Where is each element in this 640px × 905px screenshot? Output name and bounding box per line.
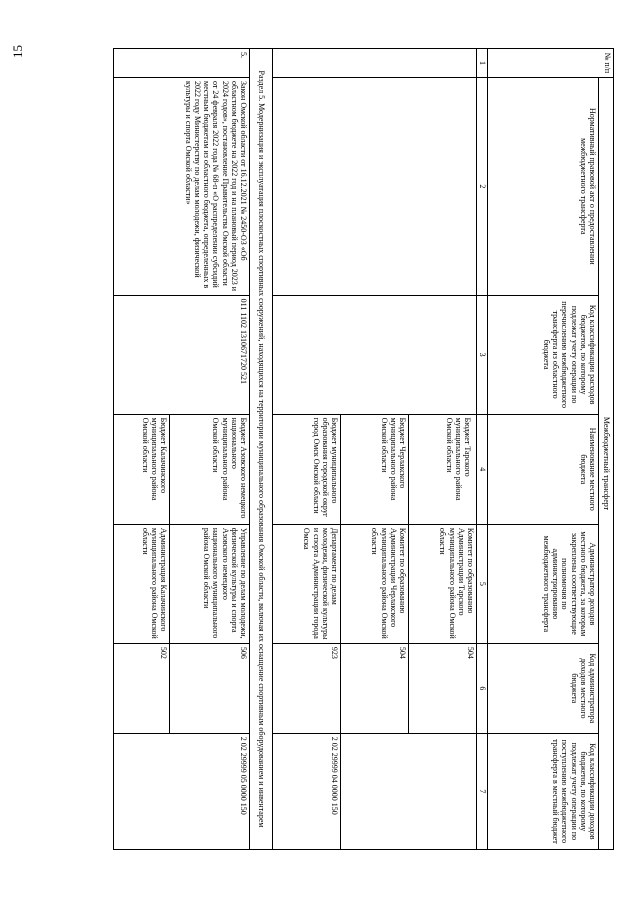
table-row — [170, 49, 250, 850]
admin-code-cell: 923 — [273, 643, 341, 733]
admin-cell: Администрация Калачинского муниципального района Омской области — [114, 524, 170, 643]
budget-cell: Бюджет Черлакского муниципального района Омской области — [341, 414, 409, 524]
table-row — [409, 49, 477, 850]
header-cell: Нормативный правовой акт о предоставлении межбюджетного трансферта — [488, 78, 599, 296]
column-number: 7 — [477, 733, 488, 849]
transfer-table — [113, 48, 614, 850]
page-number: 15 — [10, 45, 25, 58]
rotated-page — [59, 0, 614, 850]
group-title: Межбюджетный трансферт — [599, 78, 614, 850]
admin-cell: Управление по делам молодежи, физической культуры и спорта Азовского немецкого национального муниципального района Омской области — [170, 524, 250, 643]
column-number: 1 — [477, 49, 488, 78]
admin-cell: Комитет по образованию Администрации Черлакского муниципального района Омской области — [341, 524, 409, 643]
row-number: 5. — [114, 49, 250, 78]
budget-cell: Бюджет Азовского немецкого национального муниципального района Омской области — [170, 414, 250, 524]
column-number: 6 — [477, 643, 488, 733]
column-number: 4 — [477, 414, 488, 524]
admin-cell: Департамент по делам молодежи, физической культуры и спорта Администрации города Омска — [273, 524, 341, 643]
expense-code-cell: 011 1102 1310671720 521 — [114, 295, 250, 414]
income-code-cell — [341, 733, 477, 849]
admin-cell: Комитет по образованию Администрации Тарского муниципального района Омской области — [409, 524, 477, 643]
income-code-cell: 2 02 29999 05 0000 150 — [114, 733, 250, 849]
legal-act-cell: Закон Омской области от 16.12.2021 № 2450-ОЗ «Об областном бюджете на 2022 год и на плановый период 2023 и 2024 годов», постановление Правительства Омской области от 24 февраля 2022 года № 68-п «О распределении субсидий местным бюджетам из областного бюджета, определенных в 2022 году Министерству по делам молодежи, физической культуры и спорта Омской области» — [114, 78, 250, 296]
header-cell: № п/п — [488, 49, 614, 78]
header-cell: Код администратора доходов местного бюджета — [488, 643, 599, 733]
budget-cell: Бюджет Тарского муниципального района Омской области — [409, 414, 477, 524]
admin-code-cell: 504 — [409, 643, 477, 733]
column-number: 2 — [477, 78, 488, 296]
budget-cell: Бюджет муниципального образования городской округ город Омск Омской области — [273, 414, 341, 524]
budget-cell: Бюджет Калачинского муниципального района Омской области — [114, 414, 170, 524]
section-title: Раздел 5. Модернизация и эксплуатация плоскостных спортивных сооружений, находящихся на территории муниципального образования Омской области, включая их оснащение спортивным оборудованием и инвентарем — [250, 49, 273, 850]
admin-code-cell: 504 — [341, 643, 409, 733]
admin-code-cell: 502 — [114, 643, 170, 733]
header-cell: Администратор доходов местного бюджета, за которым закреплены соответствующие полномочия по администрированию межбюджетного трансферта — [488, 524, 599, 643]
income-code-cell: 2 02 29999 04 0000 150 — [273, 733, 341, 849]
header-cell: Код классификации доходов бюджетов, по которому подлежат учету операции по поступлению межбюджетного трансферта в местный бюджет — [488, 733, 599, 849]
header-cell: Код классификации расходов бюджетов, по которому подлежат учету операции по перечислению межбюджетного трансферта из областного бюджета — [488, 295, 599, 414]
column-number: 5 — [477, 524, 488, 643]
admin-code-cell: 506 — [170, 643, 250, 733]
column-number: 3 — [477, 295, 488, 414]
header-cell: Наименование местного бюджета — [488, 414, 599, 524]
